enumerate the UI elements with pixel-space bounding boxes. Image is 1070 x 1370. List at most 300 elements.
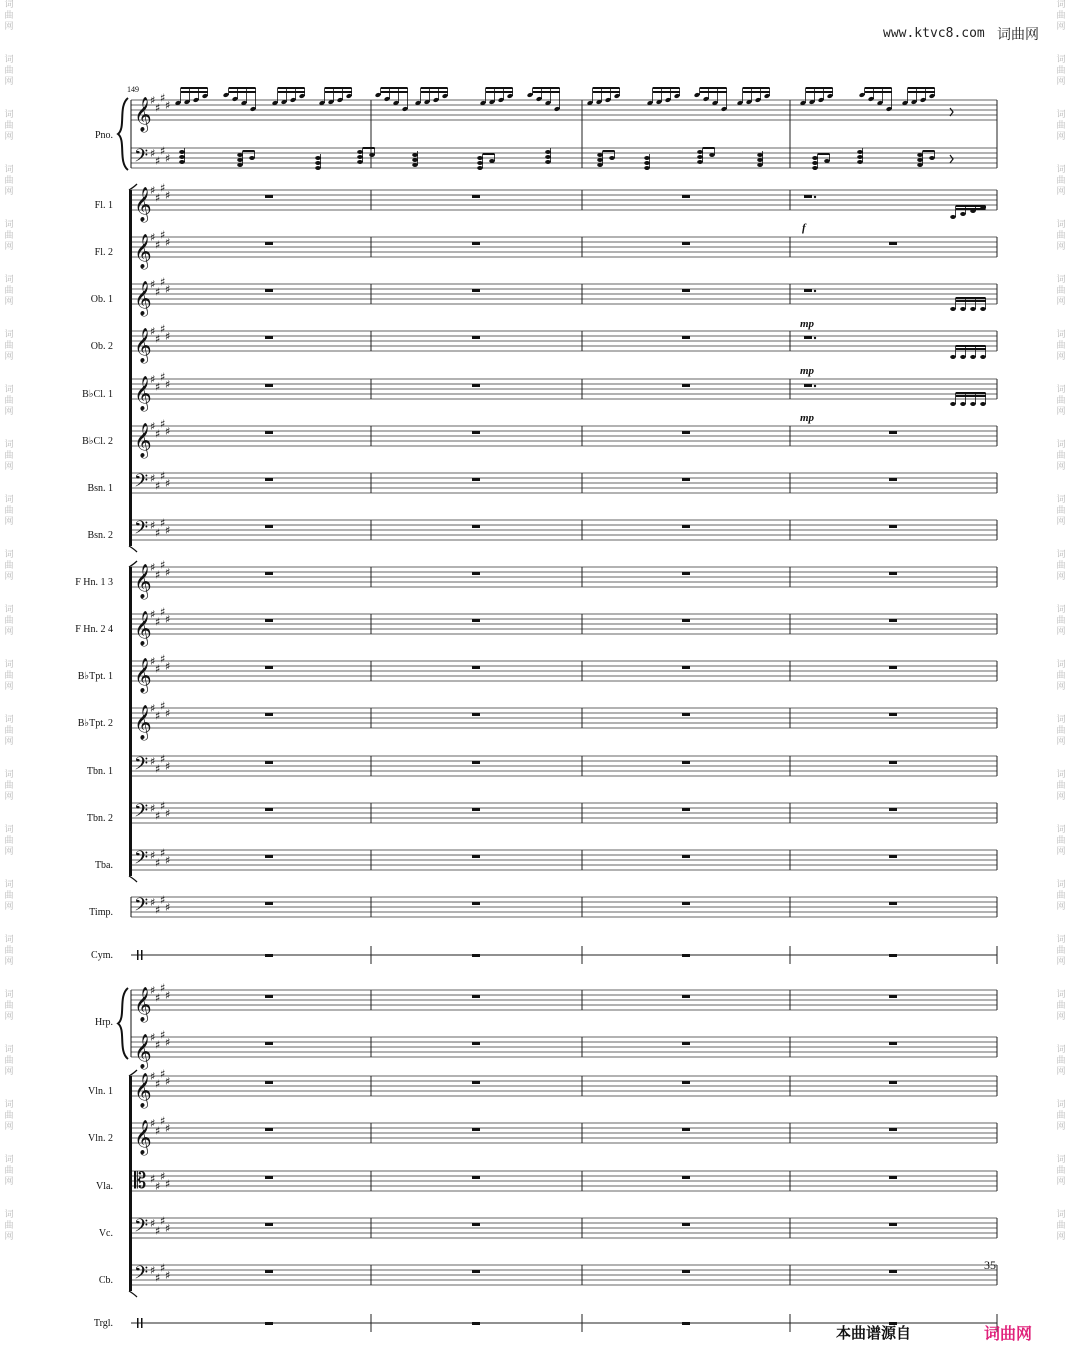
- sharp-sign: ♯: [160, 893, 166, 907]
- note-head: [757, 163, 763, 167]
- sharp-sign: ♯: [165, 989, 171, 1002]
- note-head: [970, 307, 976, 311]
- sharp-sign: ♯: [165, 707, 171, 720]
- whole-rest: [682, 1176, 690, 1179]
- sharp-sign: ♯: [160, 516, 166, 530]
- note-head: [757, 158, 763, 162]
- sharp-sign: ♯: [165, 524, 171, 537]
- sharp-sign: ♯: [150, 802, 156, 815]
- note-head: [812, 166, 818, 170]
- note-head: [950, 307, 956, 311]
- site-name[interactable]: 词曲网: [997, 27, 1039, 43]
- label-viola: Vla.: [96, 1181, 113, 1192]
- bass-clef: 𝄢: [134, 895, 149, 920]
- whole-rest: [265, 855, 273, 858]
- note-head: [249, 156, 255, 160]
- sharp-sign: ♯: [165, 425, 171, 438]
- label-piano: Pno.: [94, 130, 113, 141]
- note-head: [950, 215, 956, 219]
- note-head: [812, 156, 818, 160]
- whole-rest: [472, 384, 480, 387]
- whole-rest: [889, 808, 897, 811]
- sharp-sign: ♯: [155, 615, 161, 629]
- bass-clef: 𝄢: [134, 848, 149, 873]
- note-head: [489, 159, 495, 163]
- sharp-sign: ♯: [150, 1217, 156, 1230]
- sharp-sign: ♯: [165, 1269, 171, 1282]
- left-watermark-column: 词 曲 网 词 曲 网 词 曲 网 词 曲 网 词 曲 网 词 曲 网 词 曲 网 词 曲 网 词 曲 网 词 曲 网 词 曲 网 词 曲 网 词 曲 网 词 曲 网 词 曲 网 词 曲 网 词 曲 网 词 曲 网 词 曲 网 词 曲 网 词 曲 网 词 曲 网 词 曲 网: [4, 0, 14, 1242]
- whole-rest: [889, 572, 897, 575]
- quarter-rest: [950, 155, 953, 163]
- note-head: [960, 212, 966, 216]
- note-head: [812, 161, 818, 165]
- whole-rest: [265, 525, 273, 528]
- dynamic-oboe-1: mp: [800, 318, 815, 330]
- sharp-sign: ♯: [150, 849, 156, 862]
- sharp-sign: ♯: [165, 189, 171, 202]
- sharp-sign: ♯: [160, 846, 166, 860]
- whole-rest: [265, 289, 273, 292]
- brass-bracket: [129, 567, 132, 876]
- whole-rest: [889, 1042, 897, 1045]
- whole-rest: [265, 1081, 273, 1084]
- whole-rest: [265, 1270, 273, 1273]
- label-bassoon-1: Bsn. 1: [87, 483, 113, 494]
- sharp-sign: ♯: [150, 655, 156, 668]
- sharp-sign: ♯: [160, 275, 166, 289]
- sharp-sign: ♯: [160, 181, 166, 195]
- dot: [814, 290, 816, 292]
- note-head: [857, 150, 863, 154]
- sharp-sign: ♯: [150, 94, 156, 107]
- sharp-sign: ♯: [165, 613, 171, 626]
- whole-rest: [265, 242, 273, 245]
- sharp-sign: ♯: [155, 285, 161, 299]
- note-head: [597, 163, 603, 167]
- whole-rest: [265, 995, 273, 998]
- sharp-sign: ♯: [165, 330, 171, 343]
- woodwind-bracket-bottom: [129, 546, 137, 552]
- whole-rest: [472, 195, 480, 198]
- half-rest: [804, 336, 812, 339]
- sharp-sign: ♯: [160, 652, 166, 666]
- string-bracket: [129, 1076, 132, 1291]
- sharp-sign: ♯: [160, 1170, 166, 1183]
- sharp-sign: ♯: [160, 144, 166, 158]
- whole-rest: [682, 572, 690, 575]
- sharp-sign: ♯: [150, 755, 156, 768]
- sharp-sign: ♯: [165, 152, 171, 165]
- dynamic-clarinet-1: mp: [800, 412, 815, 424]
- note-head: [824, 159, 830, 163]
- label-cymbal: Cym.: [91, 950, 113, 961]
- whole-rest: [682, 713, 690, 716]
- treble-clef: 𝄞: [134, 1034, 152, 1069]
- note-head: [545, 150, 551, 154]
- sharp-sign: ♯: [150, 231, 156, 244]
- treble-clef: 𝄞: [134, 187, 152, 222]
- whole-rest: [265, 954, 273, 957]
- whole-rest: [889, 431, 897, 434]
- whole-rest: [265, 1042, 273, 1045]
- label-harp: Hrp.: [94, 1017, 113, 1028]
- note-head: [929, 156, 935, 160]
- treble-clef: 𝄞: [134, 376, 152, 411]
- note-head: [980, 355, 986, 359]
- label-violin-1: Vln. 1: [88, 1086, 113, 1097]
- dynamic-flute-1: f: [802, 222, 806, 234]
- sharp-sign: ♯: [155, 1124, 161, 1138]
- whole-rest: [889, 242, 897, 245]
- sharp-sign: ♯: [150, 472, 156, 485]
- sharp-sign: ♯: [160, 699, 166, 713]
- whole-rest: [682, 666, 690, 669]
- whole-rest: [682, 289, 690, 292]
- whole-rest: [889, 902, 897, 905]
- sharp-sign: ♯: [165, 477, 171, 490]
- note-head: [357, 155, 363, 159]
- right-watermark-column: 词 曲 网 词 曲 网 词 曲 网 词 曲 网 词 曲 网 词 曲 网 词 曲 网 词 曲 网 词 曲 网 词 曲 网 词 曲 网 词 曲 网 词 曲 网 词 曲 网 词 曲 网 词 曲 网 词 曲 网 词 曲 网 词 曲 网 词 曲 网 词 曲 网 词 曲 网 词 曲 网: [1056, 0, 1066, 1242]
- whole-rest: [472, 619, 480, 622]
- sharp-sign: ♯: [150, 1031, 156, 1044]
- note-head: [179, 160, 185, 164]
- label-flute-2: Fl. 2: [94, 247, 113, 258]
- whole-rest: [265, 902, 273, 905]
- dynamic-oboe-2: mp: [800, 365, 815, 377]
- sharp-sign: ♯: [160, 469, 166, 483]
- whole-rest: [889, 478, 897, 481]
- sharp-sign: ♯: [155, 427, 161, 441]
- whole-rest: [265, 666, 273, 669]
- sharp-sign: ♯: [150, 325, 156, 338]
- sharp-sign: ♯: [165, 760, 171, 773]
- measure-number: 149: [127, 85, 139, 94]
- label-trombone-2: Tbn. 2: [86, 813, 113, 824]
- sharp-sign: ♯: [155, 101, 161, 115]
- whole-rest: [265, 761, 273, 764]
- label-violin-2: Vln. 2: [88, 1133, 113, 1144]
- whole-rest: [472, 1270, 480, 1273]
- whole-rest: [682, 1128, 690, 1131]
- whole-rest: [889, 855, 897, 858]
- whole-rest: [472, 1128, 480, 1131]
- sharp-sign: ♯: [155, 238, 161, 252]
- note-head: [960, 307, 966, 311]
- whole-rest: [472, 761, 480, 764]
- note-head: [369, 153, 375, 157]
- whole-rest: [265, 336, 273, 339]
- whole-rest: [472, 1322, 480, 1325]
- note-head: [644, 166, 650, 170]
- label-horn-13: F Hn. 1 3: [75, 577, 113, 588]
- sharp-sign: ♯: [155, 154, 161, 168]
- sharp-sign: ♯: [155, 526, 161, 540]
- whole-rest: [472, 855, 480, 858]
- bass-clef: 𝄢: [134, 146, 149, 171]
- whole-rest: [682, 1322, 690, 1325]
- label-timpani: Timp.: [89, 907, 113, 918]
- brass-bracket-bottom: [129, 876, 137, 882]
- note-head: [950, 402, 956, 406]
- sharp-sign: ♯: [155, 1224, 161, 1238]
- label-clarinet-1: B♭Cl. 1: [82, 389, 113, 400]
- sharp-sign: ♯: [160, 322, 166, 336]
- note-head: [237, 153, 243, 157]
- label-oboe-2: Ob. 2: [90, 341, 113, 352]
- sharp-sign: ♯: [155, 479, 161, 493]
- whole-rest: [889, 1128, 897, 1131]
- whole-rest: [889, 713, 897, 716]
- sharp-sign: ♯: [160, 370, 166, 384]
- sharp-sign: ♯: [160, 1214, 166, 1228]
- bass-clef: 𝄢: [134, 1216, 149, 1241]
- label-clarinet-2: B♭Cl. 2: [82, 436, 113, 447]
- note-head: [412, 163, 418, 167]
- label-contrabass: Cb.: [98, 1275, 113, 1286]
- whole-rest: [472, 525, 480, 528]
- note-head: [477, 161, 483, 165]
- whole-rest: [472, 289, 480, 292]
- note-head: [545, 155, 551, 159]
- treble-clef: 𝄞: [134, 658, 152, 693]
- whole-rest: [682, 431, 690, 434]
- sharp-sign: ♯: [165, 99, 171, 112]
- note-head: [644, 156, 650, 160]
- sharp-sign: ♯: [150, 896, 156, 909]
- half-rest: [804, 195, 812, 198]
- treble-clef: 𝄞: [134, 987, 152, 1022]
- sharp-sign: ♯: [160, 1067, 166, 1081]
- sharp-sign: ♯: [155, 1271, 161, 1285]
- whole-rest: [889, 954, 897, 957]
- sharp-sign: ♯: [160, 417, 166, 431]
- sharp-sign: ♯: [150, 1070, 156, 1083]
- source-logo[interactable]: 词曲网: [984, 1324, 1033, 1343]
- harp-brace: [118, 988, 128, 1059]
- note-head: [545, 160, 551, 164]
- whole-rest: [472, 478, 480, 481]
- note-head: [697, 160, 703, 164]
- sharp-sign: ♯: [150, 1117, 156, 1130]
- whole-rest: [472, 902, 480, 905]
- sharp-sign: ♯: [160, 558, 166, 572]
- sharp-sign: ♯: [155, 856, 161, 870]
- bass-clef: 𝄢: [134, 1263, 149, 1288]
- whole-rest: [682, 761, 690, 764]
- label-cello: Vc.: [98, 1228, 113, 1239]
- sharp-sign: ♯: [155, 568, 161, 582]
- whole-rest: [472, 808, 480, 811]
- whole-rest: [682, 195, 690, 198]
- percussion-clef: [141, 1318, 143, 1328]
- piano-brace: [118, 98, 128, 170]
- alto-clef: 𝄡: [134, 1169, 147, 1194]
- sharp-sign: ♯: [150, 1172, 156, 1186]
- sharp-sign: ♯: [155, 809, 161, 823]
- sharp-sign: ♯: [165, 566, 171, 579]
- whole-rest: [682, 1081, 690, 1084]
- sharp-sign: ♯: [150, 984, 156, 997]
- note-head: [960, 355, 966, 359]
- treble-clef: 𝄞: [134, 705, 152, 740]
- percussion-clef: [141, 950, 143, 960]
- sharp-sign: ♯: [165, 1075, 171, 1088]
- sharp-sign: ♯: [155, 191, 161, 205]
- treble-clef: 𝄞: [134, 97, 152, 132]
- sharp-sign: ♯: [155, 1038, 161, 1052]
- dot: [814, 385, 816, 387]
- whole-rest: [265, 1322, 273, 1325]
- note-head: [980, 402, 986, 406]
- bass-clef: 𝄢: [134, 801, 149, 826]
- whole-rest: [889, 619, 897, 622]
- whole-rest: [889, 761, 897, 764]
- note-head: [697, 150, 703, 154]
- whole-rest: [265, 808, 273, 811]
- note-head: [597, 153, 603, 157]
- sharp-sign: ♯: [160, 799, 166, 813]
- whole-rest: [265, 1223, 273, 1226]
- whole-rest: [472, 995, 480, 998]
- treble-clef: 𝄞: [134, 564, 152, 599]
- note-head: [644, 161, 650, 165]
- sharp-sign: ♯: [165, 1177, 171, 1191]
- whole-rest: [682, 855, 690, 858]
- whole-rest: [265, 195, 273, 198]
- whole-rest: [472, 1223, 480, 1226]
- whole-rest: [889, 525, 897, 528]
- sharp-sign: ♯: [150, 184, 156, 197]
- whole-rest: [682, 619, 690, 622]
- note-head: [757, 153, 763, 157]
- whole-rest: [265, 1128, 273, 1131]
- whole-rest: [265, 619, 273, 622]
- sharp-sign: ♯: [165, 660, 171, 673]
- sharp-sign: ♯: [165, 236, 171, 249]
- whole-rest: [265, 713, 273, 716]
- dot: [814, 196, 816, 198]
- sharp-sign: ♯: [150, 702, 156, 715]
- whole-rest: [682, 478, 690, 481]
- label-trombone-1: Tbn. 1: [86, 766, 113, 777]
- note-head: [237, 163, 243, 167]
- whole-rest: [889, 995, 897, 998]
- note-head: [857, 160, 863, 164]
- sharp-sign: ♯: [160, 981, 166, 995]
- whole-rest: [682, 1270, 690, 1273]
- whole-rest: [472, 1042, 480, 1045]
- note-head: [597, 158, 603, 162]
- sharp-sign: ♯: [165, 901, 171, 914]
- half-rest: [804, 289, 812, 292]
- whole-rest: [682, 902, 690, 905]
- sharp-sign: ♯: [150, 420, 156, 433]
- label-bassoon-2: Bsn. 2: [87, 530, 113, 541]
- note-head: [237, 158, 243, 162]
- woodwind-bracket: [129, 190, 132, 546]
- percussion-clef: [137, 950, 139, 960]
- note-head: [477, 166, 483, 170]
- whole-rest: [889, 1081, 897, 1084]
- sharp-sign: ♯: [150, 519, 156, 532]
- sharp-sign: ♯: [165, 283, 171, 296]
- whole-rest: [682, 1223, 690, 1226]
- whole-rest: [889, 1270, 897, 1273]
- whole-rest: [265, 431, 273, 434]
- whole-rest: [682, 242, 690, 245]
- treble-clef: 𝄞: [134, 1073, 152, 1108]
- sharp-sign: ♯: [155, 903, 161, 917]
- sharp-sign: ♯: [160, 1114, 166, 1128]
- note-head: [357, 160, 363, 164]
- bass-clef: 𝄢: [134, 754, 149, 779]
- sharp-sign: ♯: [155, 762, 161, 776]
- dot: [814, 337, 816, 339]
- sharp-sign: ♯: [165, 1222, 171, 1235]
- label-oboe-1: Ob. 1: [90, 294, 113, 305]
- sharp-sign: ♯: [150, 608, 156, 621]
- note-head: [315, 166, 321, 170]
- sharp-sign: ♯: [165, 1036, 171, 1049]
- bass-clef: 𝄢: [134, 471, 149, 496]
- treble-clef: 𝄞: [134, 1120, 152, 1155]
- site-url[interactable]: www.ktvc8.com: [883, 26, 985, 41]
- note-head: [315, 156, 321, 160]
- note-head: [960, 402, 966, 406]
- note-head: [412, 158, 418, 162]
- label-flute-1: Fl. 1: [94, 200, 113, 211]
- whole-rest: [265, 384, 273, 387]
- note-head: [917, 153, 923, 157]
- note-head: [857, 155, 863, 159]
- whole-rest: [889, 1176, 897, 1179]
- whole-rest: [472, 242, 480, 245]
- page-number: 35: [984, 1258, 996, 1272]
- treble-clef: 𝄞: [134, 234, 152, 269]
- note-head: [477, 156, 483, 160]
- treble-clef: 𝄞: [134, 423, 152, 458]
- whole-rest: [472, 666, 480, 669]
- note-head: [357, 150, 363, 154]
- sharp-sign: ♯: [155, 709, 161, 723]
- sharp-sign: ♯: [165, 378, 171, 391]
- whole-rest: [472, 954, 480, 957]
- note-head: [917, 163, 923, 167]
- note-head: [179, 150, 185, 154]
- sharp-sign: ♯: [155, 991, 161, 1005]
- sharp-sign: ♯: [150, 373, 156, 386]
- sharp-sign: ♯: [160, 752, 166, 766]
- treble-clef: 𝄞: [134, 611, 152, 646]
- whole-rest: [682, 808, 690, 811]
- sharp-sign: ♯: [150, 561, 156, 574]
- sharp-sign: ♯: [150, 147, 156, 160]
- whole-rest: [682, 1042, 690, 1045]
- label-triangle: Trgl.: [93, 1318, 113, 1329]
- label-tuba: Tba.: [94, 860, 113, 871]
- whole-rest: [889, 666, 897, 669]
- note-head: [980, 307, 986, 311]
- note-head: [609, 156, 615, 160]
- whole-rest: [472, 713, 480, 716]
- note-head: [179, 155, 185, 159]
- sharp-sign: ♯: [165, 807, 171, 820]
- treble-clef: 𝄞: [134, 281, 152, 316]
- whole-rest: [472, 431, 480, 434]
- whole-rest: [265, 572, 273, 575]
- whole-rest: [682, 995, 690, 998]
- whole-rest: [682, 384, 690, 387]
